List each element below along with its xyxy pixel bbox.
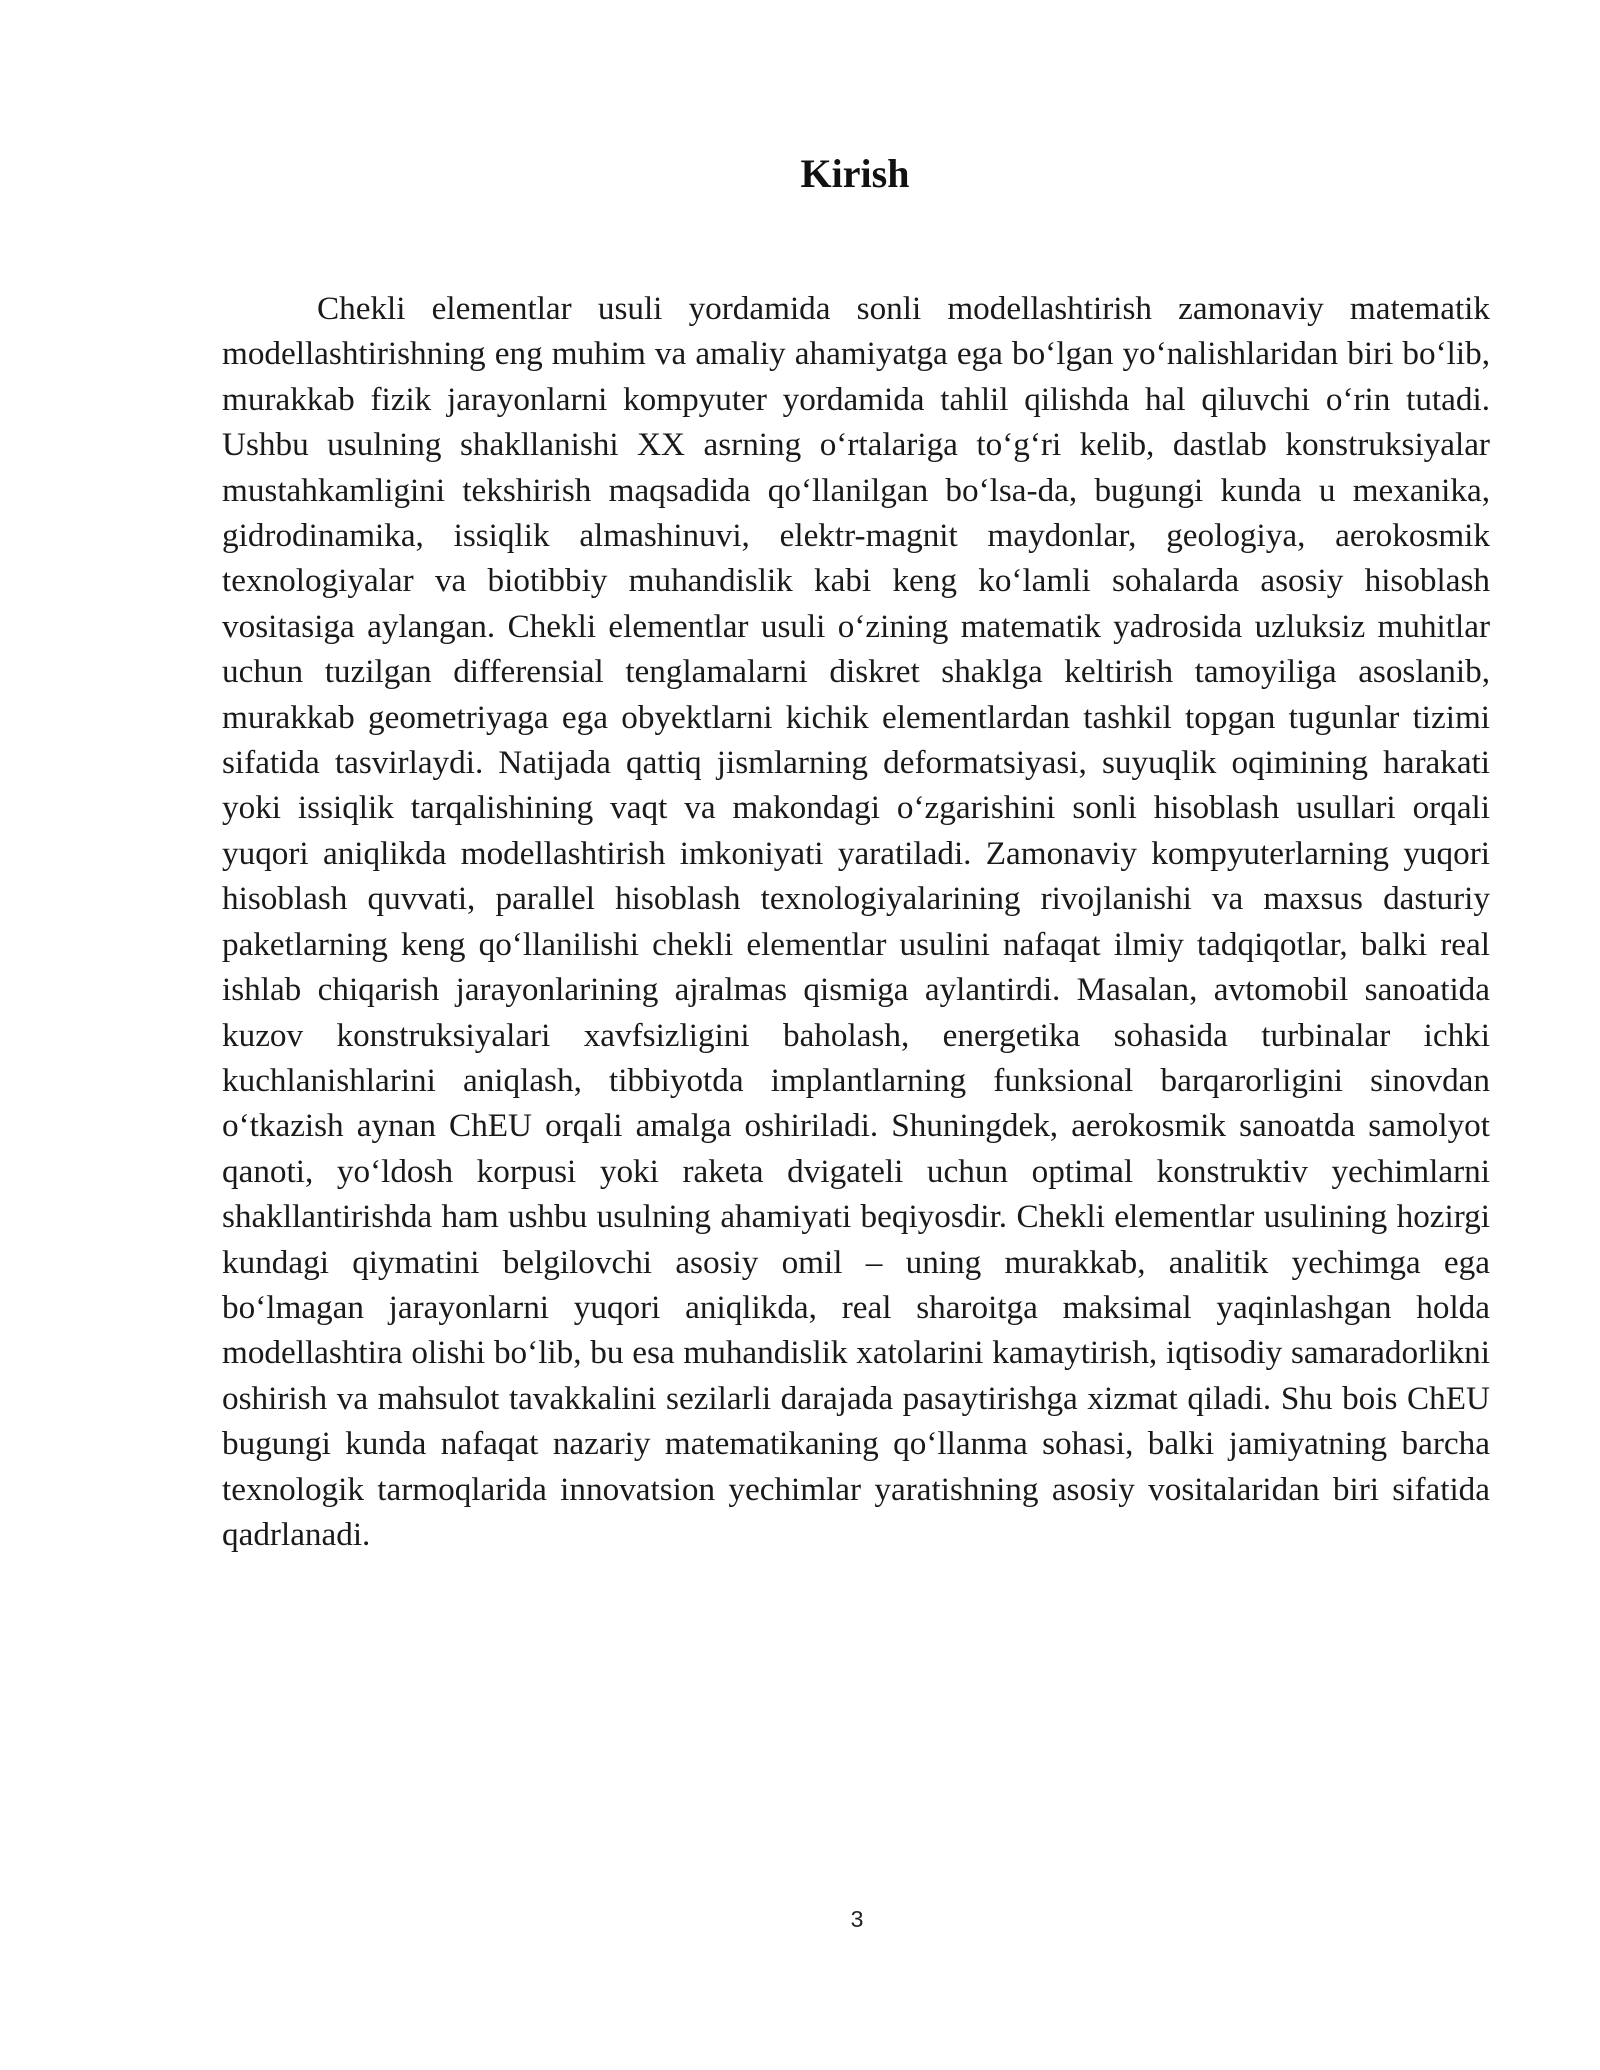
page-number: 3: [850, 1906, 864, 1932]
page-title: Kirish: [800, 151, 910, 196]
body-paragraph: Chekli elementlar usuli yordamida sonli modellashtirish zamonaviy matematik modellashtirishning eng muhim va amaliy ahamiyatga ega bo‘lgan yo‘nalishlaridan biri bo‘lib, murakkab fizik jarayonlarni kompyuter yordamida tahlil qilishda hal qiluvchi o‘rin tutadi. Ushbu usulning shakllanishi XX asrning o‘rtalariga to‘g‘ri kelib, dastlab konstruksiyalar mustahkamligini tekshirish maqsadida qo‘llanilgan bo‘lsa-da, bugungi kunda u mexanika, gidrodinamika, issiqlik almashinuvi, elektr-magnit maydonlar, geologiya, aerokosmik texnologiyalar va biotibbiy muhandislik kabi keng ko‘lamli sohalarda asosiy hisoblash vositasiga aylangan. Chekli elementlar usuli o‘zining matematik yadrosida uzluksiz muhitlar uchun tuzilgan differensial tenglamalarni diskret shaklga keltirish tamoyiliga asoslanib, murakkab geometriyaga ega obyektlarni kichik elementlardan tashkil topgan tugunlar tizimi sifatida tasvirlaydi. Natijada qattiq jismlarning deformatsiyasi, suyuqlik oqimining harakati yoki issiqlik tarqalishining vaqt va makondagi o‘zgarishini sonli hisoblash usullari orqali yuqori aniqlikda modellashtirish imkoniyati yaratiladi. Zamonaviy kompyuterlarning yuqori hisoblash quvvati, parallel hisoblash texnologiyalarining rivojlanishi va maxsus dasturiy paketlarning keng qo‘llanilishi chekli elementlar usulini nafaqat ilmiy tadqiqotlar, balki real ishlab chiqarish jarayonlarining ajralmas qismiga aylantirdi. Masalan, avtomobil sanoatida kuzov konstruksiyalari xavfsizligini baholash, energetika sohasida turbinalar ichki kuchlanishlarini aniqlash, tibbiyotda implantlarning funksional barqarorligini sinovdan o‘tkazish aynan ChEU orqali amalga oshiriladi. Shuningdek, aerokosmik sanoatda samolyot qanoti, yo‘ldosh korpusi yoki raketa dvigateli uchun optimal konstruktiv yechimlarni shakllantirishda ham ushbu usulning ahamiyati beqiyosdir. Chekli elementlar usulining hozirgi kundagi qiymatini belgilovchi asosiy omil – uning murakkab, analitik yechimga ega bo‘lmagan jarayonlarni yuqori aniqlikda, real sharoitga maksimal yaqinlashgan holda modellashtira olishi bo‘lib, bu esa muhandislik xatolarini kamaytirish, iqtisodiy samaradorlikni oshirish va mahsulot tavakkalini sezilarli darajada pasaytirishga xizmat qiladi. Shu bois ChEU bugungi kunda nafaqat nazariy matematikaning qo‘llanma sohasi, balki jamiyatning barcha texnologik tarmoqlarida innovatsion yechimlar yaratishning asosiy vositalaridan biri sifatida qadrlanadi.: [222, 290, 1490, 1553]
